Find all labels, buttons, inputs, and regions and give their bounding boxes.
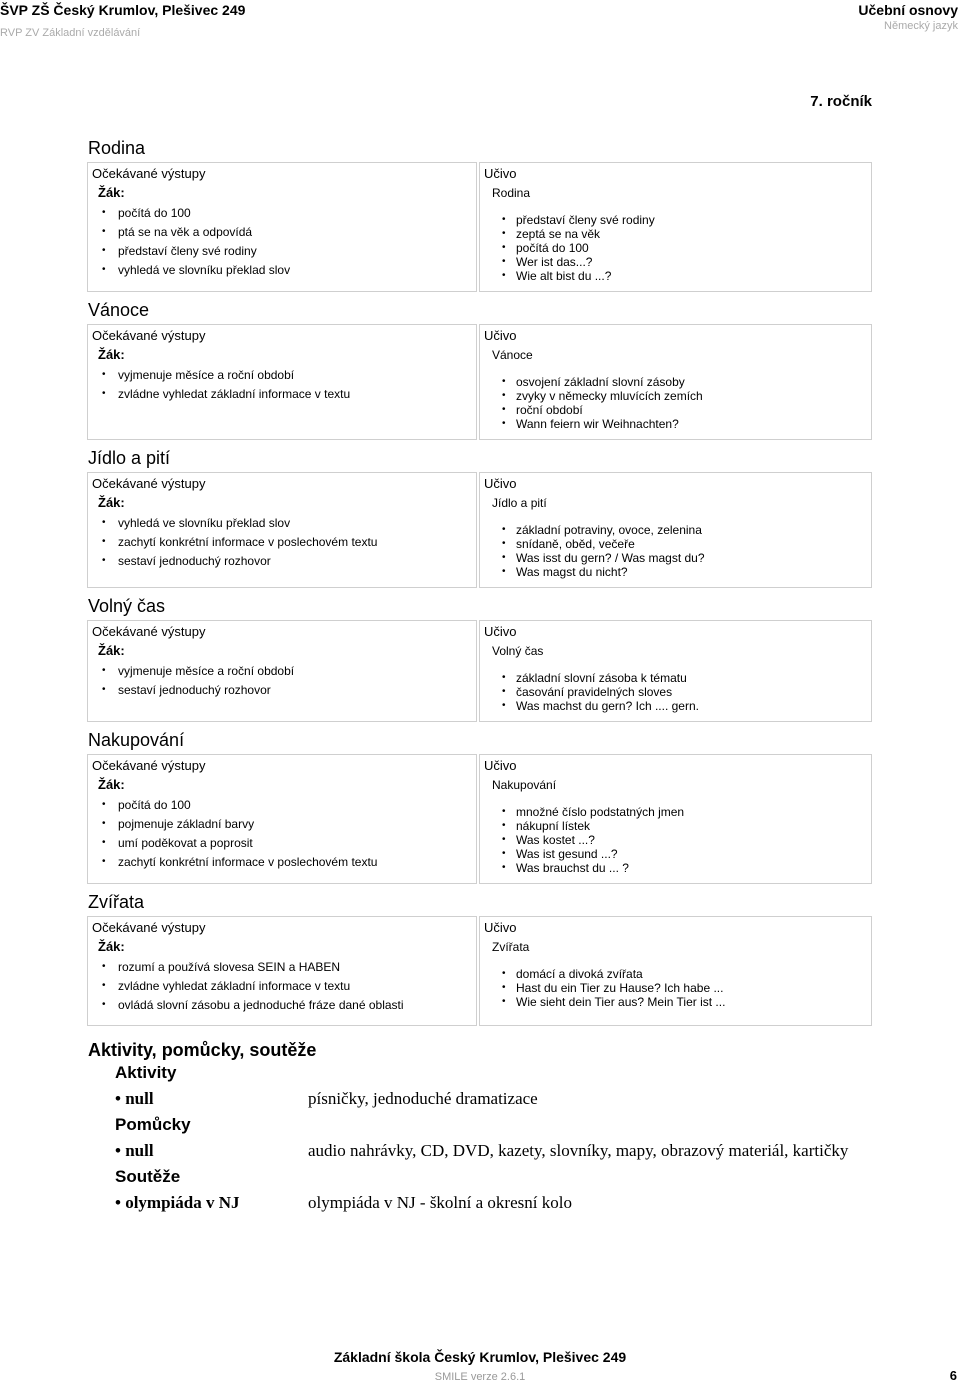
page-header-right bbox=[858, 2, 958, 32]
expected-outcomes-heading: Očekávané výstupy bbox=[92, 166, 206, 181]
outcome-item: • vyhledá ve slovníku překlad slov bbox=[102, 263, 472, 277]
expected-outcomes-box bbox=[87, 162, 477, 292]
expected-outcomes-box bbox=[87, 754, 477, 884]
section-title: Zvířata bbox=[88, 892, 145, 912]
section-title: Vánoce bbox=[88, 300, 150, 320]
expected-outcomes-box bbox=[87, 324, 477, 440]
expected-outcomes-box bbox=[87, 916, 477, 1026]
content-item: • nákupní lístek bbox=[502, 819, 867, 833]
content-box bbox=[479, 324, 872, 440]
content-list bbox=[484, 213, 867, 283]
activity-name-text: null bbox=[125, 1089, 154, 1108]
content-box bbox=[479, 162, 872, 292]
content-item: • osvojení základní slovní zásoby bbox=[502, 375, 867, 389]
outcome-item: • pojmenuje základní barvy bbox=[102, 817, 472, 831]
content-item: • Hast du ein Tier zu Hause? Ich habe ... bbox=[502, 981, 867, 995]
content-item: • zeptá se na věk bbox=[502, 227, 867, 241]
content-topic: Zvířata bbox=[492, 940, 530, 954]
content-item: • Wer ist das...? bbox=[502, 255, 867, 269]
content-item: • Was isst du gern? / Was magst du? bbox=[502, 551, 867, 565]
curriculum-section bbox=[87, 447, 872, 588]
expected-outcomes-heading: Očekávané výstupy bbox=[92, 624, 206, 639]
content-heading: Učivo bbox=[484, 166, 517, 181]
content-heading: Učivo bbox=[484, 328, 517, 343]
curriculum-section bbox=[87, 729, 872, 884]
outcome-item: • sestaví jednoduchý rozhovor bbox=[102, 683, 472, 697]
content-heading: Učivo bbox=[484, 758, 517, 773]
expected-outcomes-heading: Očekávané výstupy bbox=[92, 476, 206, 491]
outcomes-list bbox=[92, 368, 472, 401]
section-row bbox=[87, 162, 872, 292]
content-box bbox=[479, 754, 872, 884]
outcome-item: • zachytí konkrétní informace v poslechovém textu bbox=[102, 855, 472, 869]
outcome-item: • zvládne vyhledat základní informace v textu bbox=[102, 387, 472, 401]
curriculum-section bbox=[87, 137, 872, 292]
activity-name bbox=[115, 1188, 308, 1218]
content-item: • Was magst du nicht? bbox=[502, 565, 867, 579]
activity-value: audio nahrávky, CD, DVD, kazety, slovníky, mapy, obrazový materiál, kartičky bbox=[308, 1141, 849, 1160]
outcome-item: • umí poděkovat a poprosit bbox=[102, 836, 472, 850]
section-title: Rodina bbox=[88, 138, 146, 158]
document-title: Učební osnovy bbox=[858, 2, 958, 18]
expected-outcomes-heading: Očekávané výstupy bbox=[92, 328, 206, 343]
content-item: • Was ist gesund ...? bbox=[502, 847, 867, 861]
page-header-left bbox=[0, 2, 245, 39]
content-topic: Vánoce bbox=[492, 348, 533, 362]
activity-name bbox=[115, 1136, 308, 1166]
outcomes-list bbox=[92, 960, 472, 1012]
activity-group-heading: Aktivity bbox=[115, 1063, 177, 1082]
rvp-label: RVP ZV Základní vzdělávání bbox=[0, 27, 141, 39]
activity-value: olympiáda v NJ - školní a okresní kolo bbox=[308, 1193, 572, 1212]
subject-label: Německý jazyk bbox=[884, 20, 958, 32]
content-item: • Wie alt bist du ...? bbox=[502, 269, 867, 283]
page-number: 6 bbox=[949, 1368, 957, 1383]
expected-outcomes-heading: Očekávané výstupy bbox=[92, 920, 206, 935]
curriculum-section bbox=[87, 299, 872, 440]
content-item: • domácí a divoká zvířata bbox=[502, 967, 867, 981]
school-name: ŠVP ZŠ Český Krumlov, Plešivec 249 bbox=[0, 2, 246, 18]
activity-name-text: null bbox=[125, 1141, 154, 1160]
content-item: • Wie sieht dein Tier aus? Mein Tier ist ... bbox=[502, 995, 867, 1009]
outcome-item: • vyhledá ve slovníku překlad slov bbox=[102, 516, 472, 530]
activities-groups bbox=[88, 1062, 888, 1218]
outcomes-list bbox=[92, 664, 472, 697]
content-topic: Jídlo a pití bbox=[492, 496, 547, 510]
footer-version: SMILE verze 2.6.1 bbox=[434, 1371, 526, 1383]
section-row bbox=[87, 916, 872, 1026]
expected-outcomes-box bbox=[87, 620, 477, 722]
content-list bbox=[484, 671, 867, 713]
outcome-item: • počítá do 100 bbox=[102, 798, 472, 812]
outcome-item: • rozumí a používá slovesa SEIN a HABEN bbox=[102, 960, 472, 974]
pupil-label: Žák: bbox=[98, 347, 125, 362]
section-row bbox=[87, 620, 872, 722]
activity-group-heading: Soutěže bbox=[115, 1167, 181, 1186]
content-topic: Rodina bbox=[492, 186, 531, 200]
content-list bbox=[484, 967, 867, 1009]
outcomes-list bbox=[92, 798, 472, 869]
content-box bbox=[479, 620, 872, 722]
outcome-item: • představí členy své rodiny bbox=[102, 244, 472, 258]
section-title: Jídlo a pití bbox=[88, 448, 171, 468]
content-list bbox=[484, 805, 867, 875]
section-row bbox=[87, 472, 872, 588]
section-title: Volný čas bbox=[88, 596, 166, 616]
section-title: Nakupování bbox=[88, 730, 185, 750]
content-item: • snídaně, oběd, večeře bbox=[502, 537, 867, 551]
pupil-label: Žák: bbox=[98, 643, 125, 658]
activities-section bbox=[88, 1038, 888, 1218]
outcome-item: • ovládá slovní zásobu a jednoduché fráze dané oblasti bbox=[102, 998, 472, 1012]
expected-outcomes-heading: Očekávané výstupy bbox=[92, 758, 206, 773]
expected-outcomes-box bbox=[87, 472, 477, 588]
bullet-icon: • bbox=[115, 1141, 126, 1160]
curriculum-section bbox=[87, 595, 872, 722]
content-item: • Was machst du gern? Ich .... gern. bbox=[502, 699, 867, 713]
content-list bbox=[484, 523, 867, 579]
content-item: • zvyky v německy mluvících zemích bbox=[502, 389, 867, 403]
content-item: • roční období bbox=[502, 403, 867, 417]
activity-name bbox=[115, 1084, 308, 1114]
pupil-label: Žák: bbox=[98, 939, 125, 954]
activity-value: písničky, jednoduché dramatizace bbox=[308, 1089, 538, 1108]
pupil-label: Žák: bbox=[98, 185, 125, 200]
curriculum-sections bbox=[87, 137, 872, 1033]
outcome-item: • ptá se na věk a odpovídá bbox=[102, 225, 472, 239]
pupil-label: Žák: bbox=[98, 495, 125, 510]
activity-group-heading: Pomůcky bbox=[115, 1115, 191, 1134]
content-topic: Volný čas bbox=[492, 644, 544, 658]
content-item: • časování pravidelných sloves bbox=[502, 685, 867, 699]
content-item: • počítá do 100 bbox=[502, 241, 867, 255]
footer-school: Základní škola Český Krumlov, Plešivec 249 bbox=[333, 1349, 627, 1365]
bullet-icon: • bbox=[115, 1089, 126, 1108]
content-heading: Učivo bbox=[484, 624, 517, 639]
outcome-item: • zvládne vyhledat základní informace v textu bbox=[102, 979, 472, 993]
activities-title: Aktivity, pomůcky, soutěže bbox=[88, 1040, 317, 1060]
activity-row bbox=[115, 1136, 888, 1166]
content-box bbox=[479, 472, 872, 588]
content-item: • základní potraviny, ovoce, zelenina bbox=[502, 523, 867, 537]
outcomes-list bbox=[92, 516, 472, 568]
grade-label: 7. ročník bbox=[810, 93, 872, 110]
outcomes-list bbox=[92, 206, 472, 277]
bullet-icon: • bbox=[115, 1193, 126, 1212]
content-item: • základní slovní zásoba k tématu bbox=[502, 671, 867, 685]
content-item: • množné číslo podstatných jmen bbox=[502, 805, 867, 819]
curriculum-section bbox=[87, 891, 872, 1026]
activity-row bbox=[115, 1188, 888, 1218]
content-topic: Nakupování bbox=[492, 778, 557, 792]
outcome-item: • sestaví jednoduchý rozhovor bbox=[102, 554, 472, 568]
content-item: • představí členy své rodiny bbox=[502, 213, 867, 227]
activity-row bbox=[115, 1084, 888, 1114]
content-item: • Wann feiern wir Weihnachten? bbox=[502, 417, 867, 431]
pupil-label: Žák: bbox=[98, 777, 125, 792]
outcome-item: • počítá do 100 bbox=[102, 206, 472, 220]
outcome-item: • vyjmenuje měsíce a roční období bbox=[102, 368, 472, 382]
content-item: • Was brauchst du ... ? bbox=[502, 861, 867, 875]
outcome-item: • zachytí konkrétní informace v poslechovém textu bbox=[102, 535, 472, 549]
section-row bbox=[87, 324, 872, 440]
content-heading: Učivo bbox=[484, 920, 517, 935]
content-heading: Učivo bbox=[484, 476, 517, 491]
content-item: • Was kostet ...? bbox=[502, 833, 867, 847]
content-box bbox=[479, 916, 872, 1026]
activity-name-text: olympiáda v NJ bbox=[125, 1193, 240, 1212]
section-row bbox=[87, 754, 872, 884]
content-list bbox=[484, 375, 867, 431]
outcome-item: • vyjmenuje měsíce a roční období bbox=[102, 664, 472, 678]
